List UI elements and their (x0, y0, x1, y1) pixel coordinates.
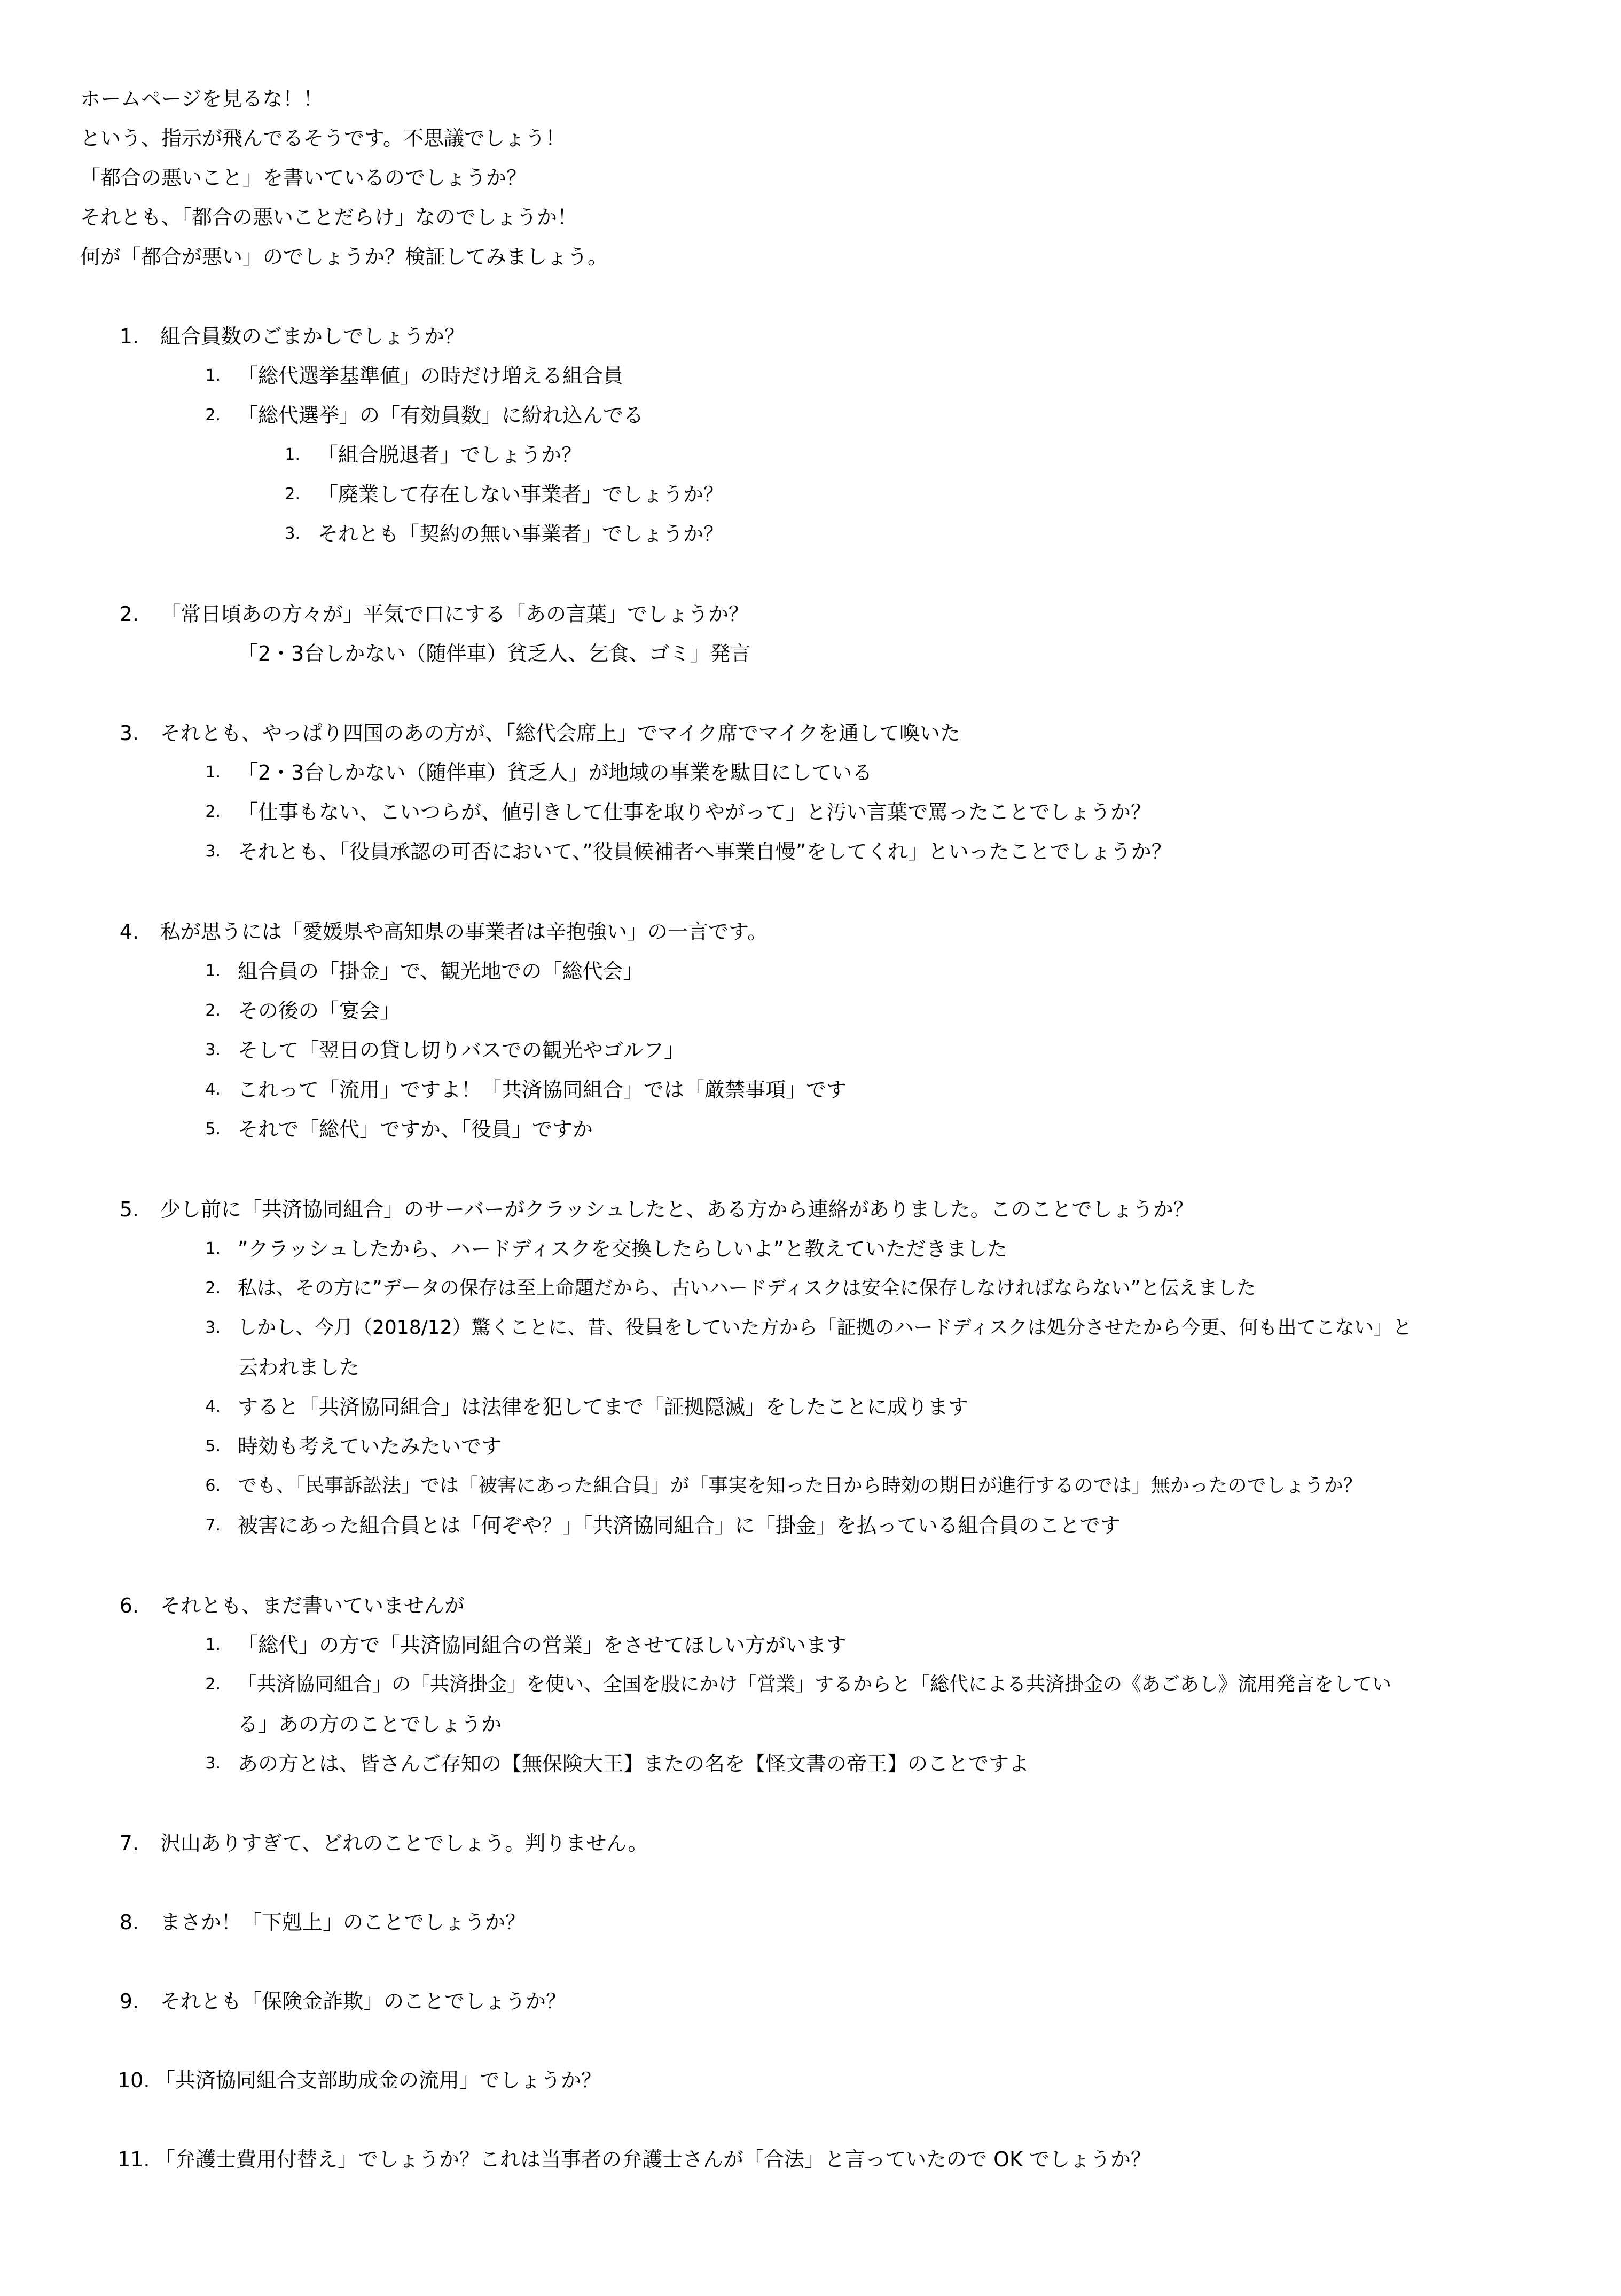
list-number: 1. (205, 962, 221, 980)
list-number: 6. (119, 1594, 139, 1617)
list-text: 「総代選挙」の「有効員数」に紛れ込んでる (238, 404, 644, 427)
list-number: 4. (205, 1397, 221, 1416)
list-number: 4. (205, 1080, 221, 1099)
list-number: 2. (119, 602, 139, 626)
list-number: 5. (205, 1437, 221, 1456)
list-number: 10. (118, 2069, 150, 2092)
list-text: 時効も考えていたみたいです (238, 1435, 502, 1458)
list-number: 3. (285, 524, 300, 543)
list-text: それとも、やっぱり四国のあの方が、「総代会席上」でマイク席でマイクを通して喚いた (160, 721, 960, 745)
list-text: ”クラッシュしたから、ハードディスクを交換したらしいよ”と教えていただきました (238, 1237, 1007, 1261)
list-number: 2. (205, 803, 221, 821)
list-text: まさか！「下剋上」のことでしょうか？ (160, 1910, 526, 1934)
list-text: しかし、今月（2018/12）驚くことに、昔、役員をしていた方から「証拠のハードディスクは処分させたから今更、何も出てこない」と (238, 1317, 1412, 1339)
list-text: あの方とは、皆さんご存知の【無保険大王】またの名を【怪文書の帝王】のことですよ (238, 1752, 1030, 1775)
list-number: 2. (205, 1001, 221, 1020)
list-text: すると「共済協同組合」は法律を犯してまで「証拠隠滅」をしたことに成ります (238, 1395, 969, 1419)
list-text: 少し前に「共済協同組合」のサーバーがクラッシュしたと、ある方から連絡がありました。このことでしょうか？ (160, 1198, 1194, 1221)
list-number: 2. (205, 1279, 221, 1298)
list-text: 「廃業して存在しない事業者」でしょうか？ (318, 483, 724, 506)
list-text: 被害にあった組合員とは「何ぞや？」「共済協同組合」に「掛金」を払っている組合員のことです (238, 1514, 1121, 1537)
list-number: 1. (205, 763, 221, 782)
list-text: 「共済協同組合支部助成金の流用」でしょうか？ (155, 2069, 602, 2092)
list-number: 2. (285, 485, 300, 504)
intro-line: ホームページを見るな！！ (80, 87, 324, 111)
list-text: そして「翌日の貸し切りバスでの観光やゴルフ」 (238, 1039, 685, 1062)
list-number: 1. (119, 325, 139, 348)
list-text: これって「流用」ですよ！「共済協同組合」では「厳禁事項」です (238, 1078, 847, 1102)
list-text: 「総代選挙基準値」の時だけ増える組合員 (238, 364, 624, 388)
list-number: 11. (118, 2148, 150, 2171)
list-number: 2. (205, 406, 221, 424)
list-text: その後の「宴会」 (238, 999, 401, 1023)
intro-line: 何が「都合が悪い」のでしょうか？検証してみましょう。 (80, 245, 608, 269)
list-number: 1. (205, 366, 221, 385)
list-text: それとも「契約の無い事業者」でしょうか？ (318, 522, 724, 546)
intro-line: という、指示が飛んでるそうです。不思議でしょう！ (80, 127, 566, 150)
list-number: 8. (119, 1910, 139, 1934)
list-number: 3. (205, 1041, 221, 1059)
list-text: それで「総代」ですか、「役員」ですか (238, 1118, 593, 1141)
list-number: 3. (205, 1318, 221, 1337)
list-number: 1. (205, 1635, 221, 1654)
list-note: 「2・3台しかない（随伴車）貧乏人、乞食、ゴミ」発言 (238, 642, 751, 665)
list-number: 5. (119, 1198, 139, 1221)
list-number: 1. (205, 1239, 221, 1258)
list-text: でも、「民事訴訟法」では「被害にあった組合員」が「事実を知った日から時効の期日が進行するのでは」無かったのでしょうか？ (238, 1475, 1362, 1497)
list-text: 「常日頃あの方々が」平気で口にする「あの言葉」でしょうか？ (160, 602, 749, 626)
list-number: 3. (205, 1754, 221, 1773)
list-text: 「総代」の方で「共済協同組合の営業」をさせてほしい方がいます (238, 1633, 847, 1657)
list-text: それとも、「役員承認の可否において、”役員候補者へ事業自慢”をしてくれ」といったことでしょうか？ (238, 840, 1172, 863)
list-number: 3. (205, 842, 221, 861)
list-number: 7. (205, 1516, 221, 1535)
list-number: 9. (119, 1990, 139, 2013)
list-text: 「仕事もない、こいつらが、値引きして仕事を取りやがって」と汚い言葉で罵ったことでしょうか？ (238, 800, 1152, 824)
intro-line: 「都合の悪いこと」を書いているのでしょうか？ (80, 166, 527, 190)
list-number: 6. (205, 1476, 221, 1495)
intro-line: それとも、「都合の悪いことだらけ」なのでしょうか！ (80, 206, 578, 229)
list-text: 私は、その方に”データの保存は至上命題だから、古いハードディスクは安全に保存しなければならない”と伝えました (238, 1277, 1256, 1299)
list-number: 5. (205, 1120, 221, 1138)
list-number: 3. (119, 721, 139, 745)
list-text: それとも「保険金詐欺」のことでしょうか？ (160, 1990, 567, 2013)
list-text-continued: 云われました (238, 1356, 360, 1379)
list-number: 4. (119, 920, 139, 943)
list-text: 「弁護士費用付替え」でしょうか？これは当事者の弁護士さんが「合法」と言っていたので OK でしょうか？ (155, 2148, 1151, 2171)
list-text: 組合員の「掛金」で、観光地での「総代会」 (238, 960, 644, 983)
list-text: 私が思うには「愛媛県や高知県の事業者は辛抱強い」の一言です。 (160, 920, 768, 943)
list-text: 「組合脱退者」でしょうか？ (318, 443, 582, 467)
list-text: 組合員数のごまかしでしょうか？ (160, 325, 465, 348)
list-text: 「共済協同組合」の「共済掛金」を使い、全国を股にかけ「営業」するからと「総代による共済掛金の《あごあし》流用発言をしてい (238, 1673, 1392, 1695)
list-number: 7. (119, 1831, 139, 1855)
list-text: 「2・3台しかない（随伴車）貧乏人」が地域の事業を駄目にしている (238, 761, 873, 784)
list-text-continued: る」あの方のことでしょうか (238, 1712, 502, 1736)
list-number: 1. (285, 445, 300, 464)
list-text: 沢山ありすぎて、どれのことでしょう。判りません。 (160, 1831, 648, 1855)
list-number: 2. (205, 1675, 221, 1694)
list-text: それとも、まだ書いていませんが (160, 1594, 465, 1617)
